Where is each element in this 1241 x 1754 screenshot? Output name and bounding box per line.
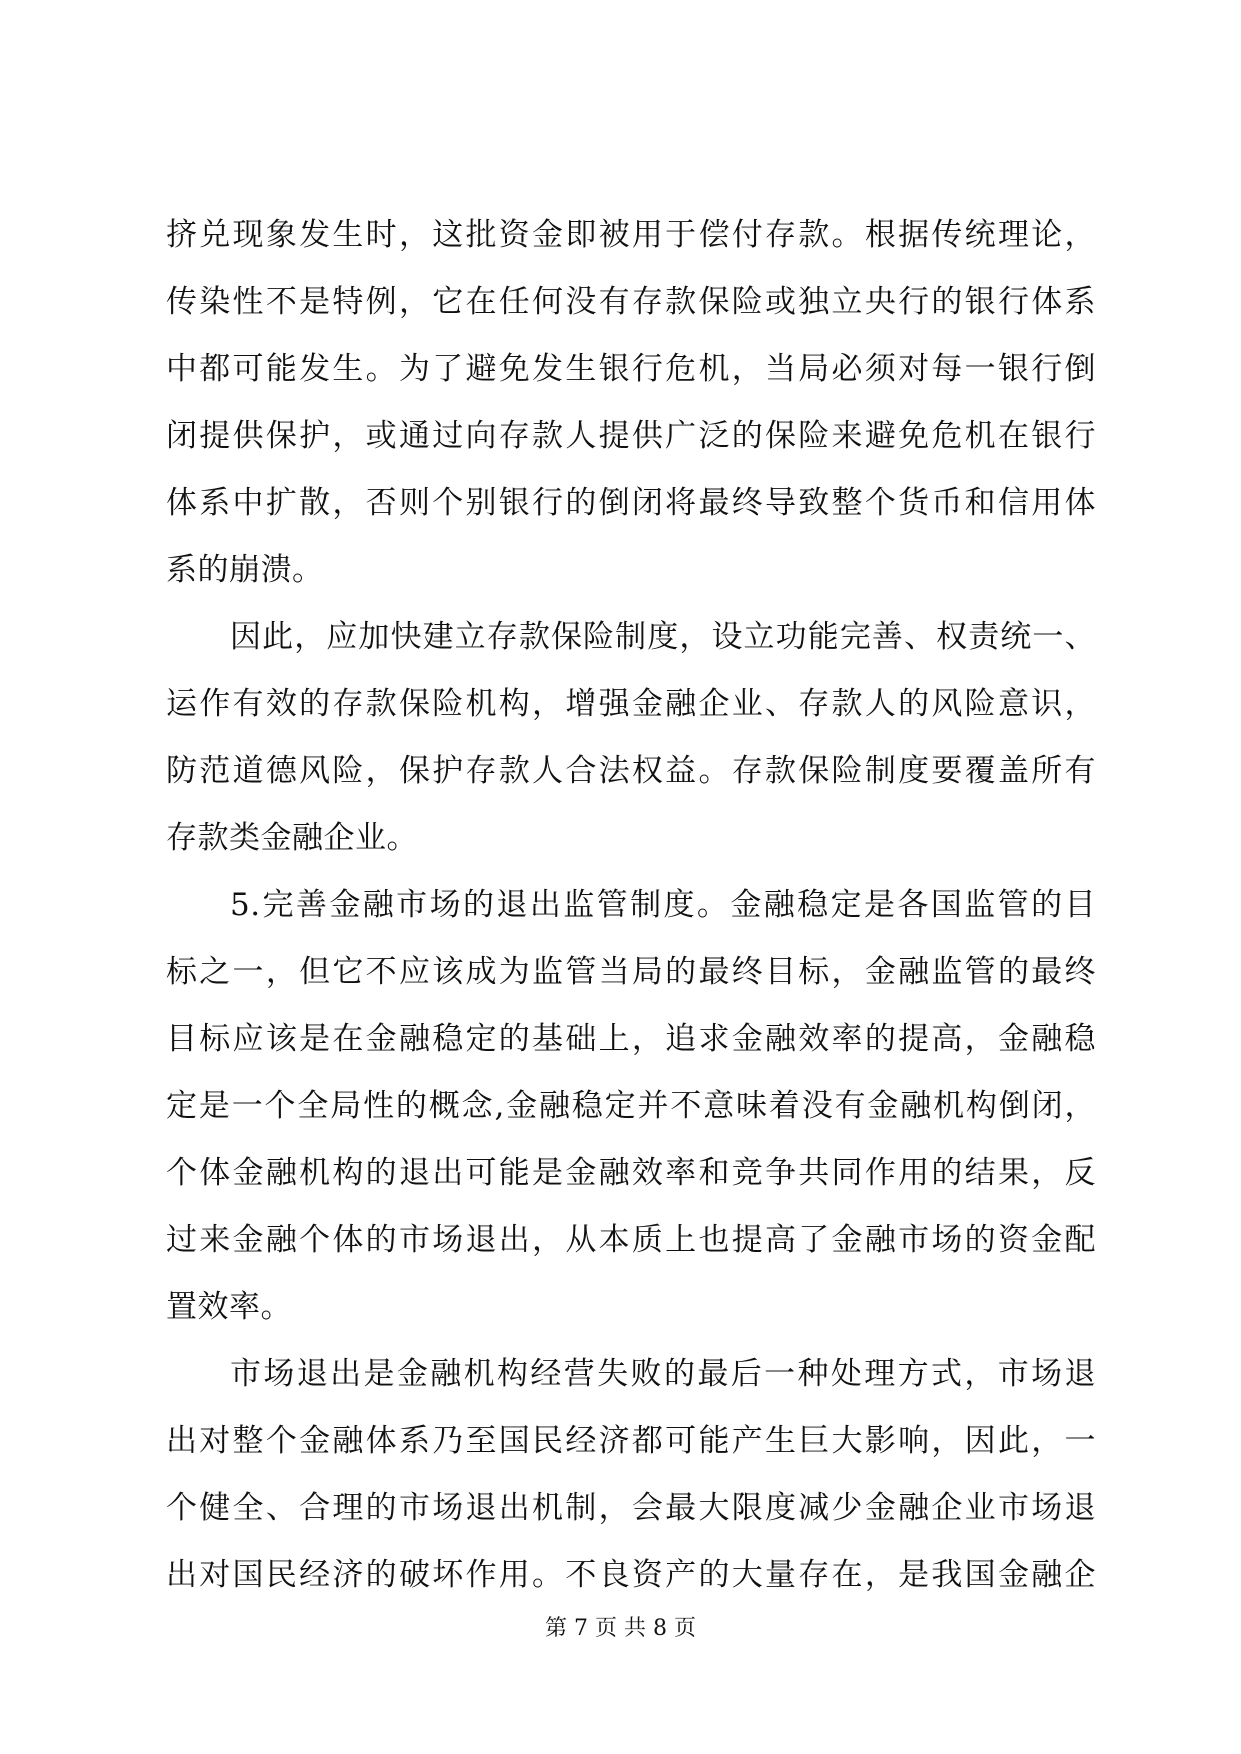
- text-line: 挤兑现象发生时，这批资金即被用于偿付存款。根据传统理论，: [166, 217, 1096, 253]
- text-line: 运作有效的存款保险机构，增强金融企业、存款人的风险意识，: [166, 686, 1096, 722]
- text-line: 系的崩溃。: [166, 552, 324, 588]
- text-line: 传染性不是特例，它在任何没有存款保险或独立央行的银行体系: [166, 284, 1096, 320]
- page-footer: [0, 1614, 1241, 1644]
- text-line: 存款类金融企业。: [166, 820, 418, 856]
- text-line: 置效率。: [166, 1289, 292, 1325]
- text-line: 中都可能发生。为了避免发生银行危机，当局必须对每一银行倒: [166, 351, 1096, 387]
- document-body: [166, 202, 1096, 1609]
- text-line: 定是一个全局性的概念,金融稳定并不意味着没有金融机构倒闭，: [166, 1088, 1096, 1124]
- text-line: 市场退出是金融机构经营失败的最后一种处理方式，市场退: [230, 1356, 1096, 1392]
- paragraph-1: [166, 202, 1096, 604]
- text-line: 防范道德风险，保护存款人合法权益。存款保险制度要覆盖所有: [166, 753, 1096, 789]
- text-line: 个健全、合理的市场退出机制，会最大限度减少金融企业市场退: [166, 1490, 1096, 1526]
- text-line: 过来金融个体的市场退出，从本质上也提高了金融市场的资金配: [166, 1222, 1096, 1258]
- text-line: 出对整个金融体系乃至国民经济都可能产生巨大影响，因此，一: [166, 1423, 1096, 1459]
- text-line: 闭提供保护，或通过向存款人提供广泛的保险来避免危机在银行: [166, 418, 1096, 454]
- text-line: 个体金融机构的退出可能是金融效率和竞争共同作用的结果，反: [166, 1155, 1096, 1191]
- text-line: 出对国民经济的破坏作用。不良资产的大量存在，是我国金融企: [166, 1557, 1096, 1593]
- text-line: 体系中扩散，否则个别银行的倒闭将最终导致整个货币和信用体: [166, 485, 1096, 521]
- text-line: 标之一，但它不应该成为监管当局的最终目标，金融监管的最终: [166, 954, 1096, 990]
- text-line: 5.完善金融市场的退出监管制度。金融稳定是各国监管的目: [230, 887, 1096, 923]
- paragraph-4: [166, 1341, 1096, 1609]
- page-number-label: 第 7 页 共 8 页: [545, 1616, 696, 1641]
- text-line: 因此，应加快建立存款保险制度，设立功能完善、权责统一、: [230, 619, 1096, 655]
- text-line: 目标应该是在金融稳定的基础上，追求金融效率的提高，金融稳: [166, 1021, 1096, 1057]
- paragraph-2: [166, 604, 1096, 872]
- paragraph-3: [166, 872, 1096, 1341]
